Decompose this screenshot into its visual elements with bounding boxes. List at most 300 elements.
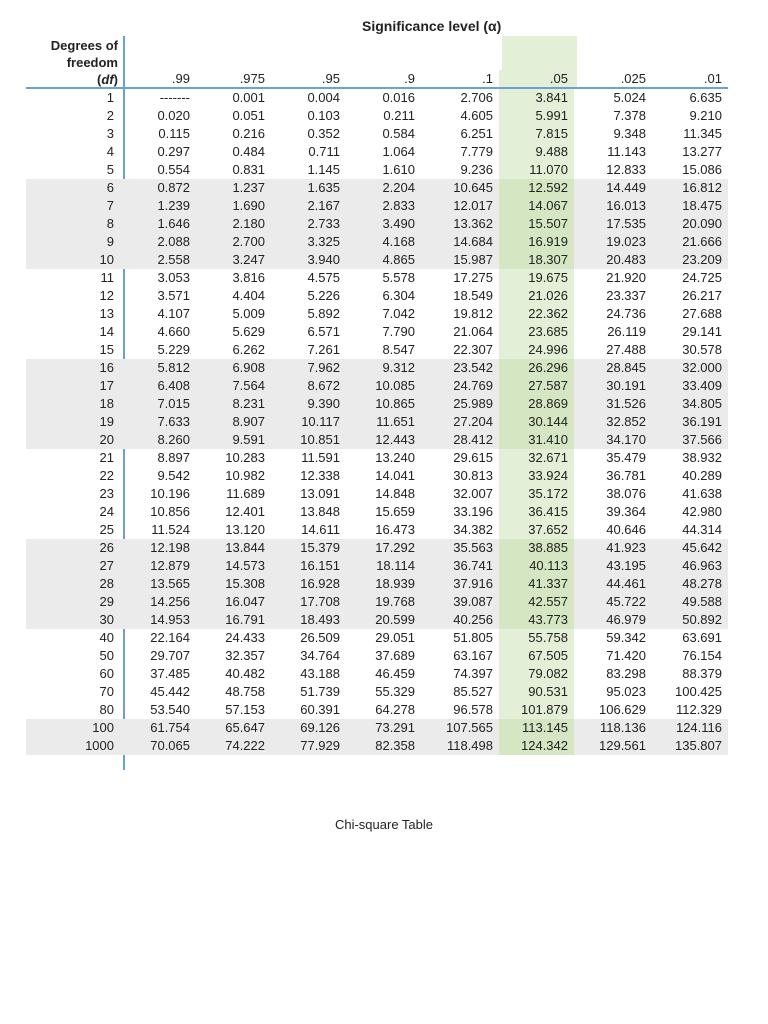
table-row xyxy=(26,251,728,269)
critical-value-cell: 2.833 xyxy=(346,197,421,215)
df-cell: 25 xyxy=(99,522,114,537)
critical-value-cell: 14.573 xyxy=(196,557,271,575)
df-cell: 10 xyxy=(26,251,124,269)
critical-value-cell: 16.791 xyxy=(196,611,271,629)
df-cell: 18 xyxy=(26,395,124,413)
critical-value-cell: 40.256 xyxy=(421,611,499,629)
df-cell: 80 xyxy=(99,702,114,717)
critical-value-cell: 17.292 xyxy=(346,539,421,557)
critical-value-cell: 6.251 xyxy=(460,126,493,141)
table-row xyxy=(26,305,728,323)
critical-value-cell: 112.329 xyxy=(675,702,722,717)
table-row xyxy=(26,215,728,233)
critical-value-cell: 15.987 xyxy=(421,251,499,269)
critical-value-cell: 96.578 xyxy=(453,702,493,717)
critical-value-cell: 36.781 xyxy=(606,468,646,483)
critical-value-cell: 40.646 xyxy=(606,522,646,537)
column-header-alpha: .975 xyxy=(196,70,271,88)
critical-value-cell: 35.479 xyxy=(606,450,646,465)
critical-value-cell: 8.897 xyxy=(157,450,190,465)
critical-value-cell: 16.151 xyxy=(271,557,346,575)
critical-value-cell: 0.115 xyxy=(158,126,190,141)
critical-value-cell: 24.996 xyxy=(499,341,574,359)
critical-value-cell: 55.329 xyxy=(375,684,415,699)
table-row xyxy=(26,179,728,197)
critical-value-cell: 45.442 xyxy=(150,684,190,699)
critical-value-cell: 8.231 xyxy=(196,395,271,413)
critical-value-cell: 8.260 xyxy=(124,431,196,449)
critical-value-cell: 0.103 xyxy=(307,108,340,123)
table-row xyxy=(26,467,728,485)
critical-value-cell: 24.769 xyxy=(421,377,499,395)
critical-value-cell: 11.651 xyxy=(346,413,421,431)
critical-value-cell: 13.091 xyxy=(300,486,340,501)
critical-value-cell: 107.565 xyxy=(421,719,499,737)
df-cell: 13 xyxy=(99,306,114,321)
critical-value-cell: 24.725 xyxy=(682,270,722,285)
critical-value-cell: 30.578 xyxy=(682,342,722,357)
critical-value-cell: 21.026 xyxy=(499,287,574,305)
critical-value-cell: 37.485 xyxy=(150,666,190,681)
critical-value-cell: 2.706 xyxy=(460,90,493,105)
df-cell: 27 xyxy=(26,557,124,575)
critical-value-cell: 2.204 xyxy=(346,179,421,197)
critical-value-cell: 3.325 xyxy=(271,233,346,251)
critical-value-cell: 101.879 xyxy=(499,701,574,719)
critical-value-cell: 16.919 xyxy=(499,233,574,251)
critical-value-cell: 7.790 xyxy=(382,324,415,339)
table-row xyxy=(26,377,728,395)
critical-value-cell: 3.571 xyxy=(157,288,190,303)
critical-value-cell: 7.633 xyxy=(124,413,196,431)
critical-value-cell: 37.689 xyxy=(375,648,415,663)
critical-value-cell: 27.488 xyxy=(606,342,646,357)
critical-value-cell: 35.563 xyxy=(421,539,499,557)
critical-value-cell: 71.420 xyxy=(606,648,646,663)
critical-value-cell: 8.672 xyxy=(271,377,346,395)
critical-value-cell: 17.708 xyxy=(271,593,346,611)
critical-value-cell: 100.425 xyxy=(675,684,722,699)
critical-value-cell: 14.611 xyxy=(301,522,340,537)
table-row xyxy=(26,143,728,161)
critical-value-cell: 10.851 xyxy=(271,431,346,449)
critical-value-cell: 22.307 xyxy=(453,342,493,357)
df-open-paren: ( xyxy=(97,72,102,87)
critical-value-cell: 1.145 xyxy=(307,162,340,177)
critical-value-cell: 0.216 xyxy=(232,126,265,141)
table-row xyxy=(26,125,728,143)
df-cell: 2 xyxy=(106,108,114,123)
critical-value-cell: 27.587 xyxy=(499,377,574,395)
critical-value-cell: 46.459 xyxy=(375,666,415,681)
df-cell: 30 xyxy=(26,611,124,629)
df-cell: 1000 xyxy=(26,737,124,755)
critical-value-cell: 14.256 xyxy=(124,593,196,611)
critical-value-cell: 88.379 xyxy=(682,666,722,681)
df-cell: 9 xyxy=(26,233,124,251)
critical-value-cell: 1.064 xyxy=(382,144,415,159)
critical-value-cell: 4.575 xyxy=(307,270,340,285)
critical-value-cell: 30.813 xyxy=(453,468,493,483)
critical-value-cell: 30.144 xyxy=(499,413,574,431)
table-row xyxy=(26,269,728,287)
table-row xyxy=(26,395,728,413)
critical-value-cell: 16.047 xyxy=(196,593,271,611)
critical-value-cell: 10.117 xyxy=(271,413,346,431)
critical-value-cell: 69.126 xyxy=(271,719,346,737)
critical-value-cell: 15.379 xyxy=(271,539,346,557)
critical-value-cell: 5.226 xyxy=(307,288,340,303)
critical-value-cell: 4.107 xyxy=(157,306,190,321)
table-row xyxy=(26,413,728,431)
df-cell: 3 xyxy=(106,126,114,141)
critical-value-cell: 74.397 xyxy=(453,666,493,681)
table-row xyxy=(26,521,728,539)
critical-value-cell: 3.053 xyxy=(157,270,190,285)
df-cell: 24 xyxy=(99,504,114,519)
critical-value-cell: 8.907 xyxy=(196,413,271,431)
table-row xyxy=(26,107,728,125)
critical-value-cell: 18.114 xyxy=(346,557,421,575)
critical-value-cell: 17.535 xyxy=(574,215,652,233)
table-row xyxy=(26,431,728,449)
critical-value-cell: 6.408 xyxy=(124,377,196,395)
critical-value-cell: 11.689 xyxy=(226,486,265,501)
critical-value-cell: 38.932 xyxy=(682,450,722,465)
critical-value-cell: 24.736 xyxy=(606,306,646,321)
critical-value-cell: 113.145 xyxy=(499,719,574,737)
critical-value-cell: 40.482 xyxy=(225,666,265,681)
critical-value-cell: 13.362 xyxy=(421,215,499,233)
critical-value-cell: 23.337 xyxy=(606,288,646,303)
critical-value-cell: 0.211 xyxy=(383,108,415,123)
critical-value-cell: 4.168 xyxy=(346,233,421,251)
critical-value-cell: 35.172 xyxy=(499,485,574,503)
critical-value-cell: 79.082 xyxy=(499,665,574,683)
critical-value-cell: 5.892 xyxy=(307,306,340,321)
table-row xyxy=(26,575,728,593)
critical-value-cell: 5.229 xyxy=(157,342,190,357)
table-row xyxy=(26,737,728,755)
critical-value-cell: 41.638 xyxy=(682,486,722,501)
critical-value-cell: 30.191 xyxy=(574,377,652,395)
critical-value-cell: 9.236 xyxy=(460,162,493,177)
critical-value-cell: 61.754 xyxy=(124,719,196,737)
critical-value-cell: 32.852 xyxy=(574,413,652,431)
critical-value-cell: 5.629 xyxy=(232,324,265,339)
df-cell: 8 xyxy=(26,215,124,233)
table-row xyxy=(26,683,728,701)
critical-value-cell: 8.547 xyxy=(382,342,415,357)
critical-value-cell: 28.869 xyxy=(499,395,574,413)
critical-value-cell: 77.929 xyxy=(271,737,346,755)
critical-value-cell: 19.023 xyxy=(574,233,652,251)
critical-value-cell: 10.982 xyxy=(225,468,265,483)
critical-value-cell: 7.378 xyxy=(613,108,646,123)
df-header-line2: freedom xyxy=(66,55,118,70)
df-abbrev: df xyxy=(101,72,114,87)
df-cell: 100 xyxy=(26,719,124,737)
critical-value-cell: 3.816 xyxy=(232,270,265,285)
df-cell: 16 xyxy=(26,359,124,377)
critical-value-cell: 57.153 xyxy=(225,702,265,717)
table-row xyxy=(26,88,728,107)
table-row xyxy=(26,449,728,467)
critical-value-cell: 9.591 xyxy=(196,431,271,449)
critical-value-cell: 38.885 xyxy=(499,539,574,557)
df-cell: 15 xyxy=(99,342,114,357)
critical-value-cell: 0.711 xyxy=(308,144,340,159)
critical-value-cell: 9.210 xyxy=(689,108,722,123)
critical-value-cell: 7.015 xyxy=(124,395,196,413)
critical-value-cell: 9.542 xyxy=(157,468,190,483)
table-row xyxy=(26,323,728,341)
critical-value-cell: 13.565 xyxy=(124,575,196,593)
critical-value-cell: 4.660 xyxy=(157,324,190,339)
critical-value-cell: 33.409 xyxy=(652,377,728,395)
critical-value-cell: 21.064 xyxy=(453,324,493,339)
critical-value-cell: 0.872 xyxy=(124,179,196,197)
critical-value-cell: 5.812 xyxy=(124,359,196,377)
critical-value-cell: 34.764 xyxy=(300,648,340,663)
critical-value-cell: 11.524 xyxy=(151,522,190,537)
critical-value-cell: 13.120 xyxy=(225,522,265,537)
column-header-alpha: .025 xyxy=(574,70,652,88)
critical-value-cell: 43.773 xyxy=(499,611,574,629)
critical-value-cell: 42.980 xyxy=(682,504,722,519)
critical-value-cell: 10.645 xyxy=(421,179,499,197)
critical-value-cell: 17.275 xyxy=(453,270,493,285)
critical-value-cell: 118.136 xyxy=(574,719,652,737)
critical-value-cell: 4.404 xyxy=(232,288,265,303)
critical-value-cell: 22.362 xyxy=(499,305,574,323)
critical-value-cell: 16.812 xyxy=(652,179,728,197)
critical-value-cell: 32.007 xyxy=(453,486,493,501)
critical-value-cell: 12.017 xyxy=(421,197,499,215)
critical-value-cell: 1.646 xyxy=(124,215,196,233)
critical-value-cell: 16.473 xyxy=(375,522,415,537)
critical-value-cell: 39.087 xyxy=(421,593,499,611)
critical-value-cell: 106.629 xyxy=(599,702,646,717)
critical-value-cell: 23.685 xyxy=(499,323,574,341)
critical-value-cell: 9.488 xyxy=(499,143,574,161)
critical-value-cell: 19.768 xyxy=(346,593,421,611)
critical-value-cell: 59.342 xyxy=(606,630,646,645)
critical-value-cell: 29.141 xyxy=(682,324,722,339)
critical-value-cell: 39.364 xyxy=(606,504,646,519)
df-cell: 50 xyxy=(99,648,114,663)
critical-value-cell: 70.065 xyxy=(124,737,196,755)
critical-value-cell: 83.298 xyxy=(606,666,646,681)
column-header-alpha: .05 xyxy=(499,70,574,88)
critical-value-cell: 135.807 xyxy=(652,737,728,755)
critical-value-cell: 6.635 xyxy=(689,90,722,105)
column-header-alpha: .1 xyxy=(421,70,499,88)
critical-value-cell: 9.312 xyxy=(346,359,421,377)
critical-value-cell: 0.001 xyxy=(232,90,265,105)
critical-value-cell: 13.240 xyxy=(375,450,415,465)
critical-value-cell: 15.086 xyxy=(682,162,722,177)
critical-value-cell: 0.554 xyxy=(157,162,190,177)
df-cell: 40 xyxy=(99,630,114,645)
critical-value-cell: 0.584 xyxy=(382,126,415,141)
critical-value-cell: 13.277 xyxy=(682,144,722,159)
critical-value-cell: 44.314 xyxy=(682,522,722,537)
critical-value-cell: 10.085 xyxy=(346,377,421,395)
table-row xyxy=(26,287,728,305)
critical-value-cell: 23.209 xyxy=(652,251,728,269)
df-cell: 11 xyxy=(100,270,114,285)
table-caption: Chi-square Table xyxy=(334,817,434,832)
df-cell: 70 xyxy=(99,684,114,699)
critical-value-cell: 28.845 xyxy=(574,359,652,377)
column-header-alpha: .99 xyxy=(124,70,196,88)
df-cell: 21 xyxy=(99,450,114,465)
critical-value-cell: 26.296 xyxy=(499,359,574,377)
critical-value-cell: 1.237 xyxy=(196,179,271,197)
critical-value-cell: 12.401 xyxy=(225,504,265,519)
critical-value-cell: 33.196 xyxy=(453,504,493,519)
critical-value-cell: 10.196 xyxy=(150,486,190,501)
critical-value-cell: 26.509 xyxy=(300,630,340,645)
critical-value-cell: 5.991 xyxy=(499,107,574,125)
critical-value-cell: 27.204 xyxy=(421,413,499,431)
column-header-df xyxy=(26,70,124,88)
critical-value-cell: 7.779 xyxy=(460,144,493,159)
critical-value-cell: 65.647 xyxy=(196,719,271,737)
critical-value-cell: 31.410 xyxy=(499,431,574,449)
df-cell: 5 xyxy=(106,162,114,177)
df-cell: 20 xyxy=(26,431,124,449)
critical-value-cell: 0.020 xyxy=(157,108,190,123)
critical-value-cell: 85.527 xyxy=(453,684,493,699)
critical-value-cell: 0.831 xyxy=(232,162,265,177)
critical-value-cell: 41.923 xyxy=(574,539,652,557)
table-row xyxy=(26,341,728,359)
critical-value-cell: 51.739 xyxy=(300,684,340,699)
critical-value-cell: 6.262 xyxy=(232,342,265,357)
critical-value-cell: 12.198 xyxy=(124,539,196,557)
critical-value-cell: 13.844 xyxy=(196,539,271,557)
df-cell: 60 xyxy=(99,666,114,681)
critical-value-cell: 18.475 xyxy=(652,197,728,215)
critical-value-cell: 9.390 xyxy=(271,395,346,413)
critical-value-cell: 73.291 xyxy=(346,719,421,737)
df-cell: 7 xyxy=(26,197,124,215)
critical-value-cell: 67.505 xyxy=(499,647,574,665)
critical-value-cell: 7.261 xyxy=(307,342,340,357)
critical-value-cell: 31.526 xyxy=(574,395,652,413)
critical-value-cell: 29.051 xyxy=(375,630,415,645)
critical-value-cell: 42.557 xyxy=(499,593,574,611)
critical-value-cell: 74.222 xyxy=(196,737,271,755)
critical-value-cell: 6.304 xyxy=(382,288,415,303)
table-row xyxy=(26,593,728,611)
df-cell: 22 xyxy=(99,468,114,483)
critical-value-cell: 6.571 xyxy=(307,324,340,339)
df-header-line1: Degrees of xyxy=(50,38,118,53)
critical-value-cell: 5.578 xyxy=(382,270,415,285)
table-row xyxy=(26,647,728,665)
critical-value-cell: 15.308 xyxy=(196,575,271,593)
critical-value-cell: 7.962 xyxy=(271,359,346,377)
critical-value-cell: 55.758 xyxy=(499,629,574,647)
critical-value-cell: 129.561 xyxy=(574,737,652,755)
critical-value-cell: 34.382 xyxy=(453,522,493,537)
critical-value-cell: 40.113 xyxy=(499,557,574,575)
critical-value-cell: 13.848 xyxy=(300,504,340,519)
critical-value-cell: 34.805 xyxy=(652,395,728,413)
df-cell: 1 xyxy=(106,90,114,105)
critical-value-cell: 15.659 xyxy=(375,504,415,519)
critical-value-cell: 26.119 xyxy=(607,324,646,339)
critical-value-cell: 1.635 xyxy=(271,179,346,197)
critical-value-cell: 48.758 xyxy=(225,684,265,699)
critical-value-cell: 2.733 xyxy=(271,215,346,233)
critical-value-cell: 82.358 xyxy=(346,737,421,755)
critical-value-cell: 43.188 xyxy=(300,666,340,681)
critical-value-cell: 14.953 xyxy=(124,611,196,629)
critical-value-cell: 38.076 xyxy=(606,486,646,501)
critical-value-cell: 3.490 xyxy=(346,215,421,233)
critical-value-cell: 11.591 xyxy=(301,450,340,465)
critical-value-cell: 90.531 xyxy=(499,683,574,701)
table-row xyxy=(26,719,728,737)
critical-value-cell: 49.588 xyxy=(652,593,728,611)
critical-value-cell: 46.979 xyxy=(574,611,652,629)
critical-value-cell: 3.841 xyxy=(499,88,574,107)
critical-value-cell: 0.004 xyxy=(307,90,340,105)
critical-value-cell: 2.180 xyxy=(196,215,271,233)
critical-value-cell: 124.342 xyxy=(499,737,574,755)
critical-value-cell: 5.024 xyxy=(613,90,646,105)
critical-value-cell: 37.566 xyxy=(652,431,728,449)
critical-value-cell: 51.805 xyxy=(453,630,493,645)
critical-value-cell: 36.415 xyxy=(499,503,574,521)
critical-value-cell: 16.013 xyxy=(574,197,652,215)
critical-value-cell: 9.348 xyxy=(613,126,646,141)
critical-value-cell: 44.461 xyxy=(574,575,652,593)
critical-value-cell: 33.924 xyxy=(499,467,574,485)
table-row xyxy=(26,233,728,251)
critical-value-cell: 12.338 xyxy=(300,468,340,483)
critical-value-cell: 22.164 xyxy=(150,630,190,645)
critical-value-cell: 37.916 xyxy=(421,575,499,593)
significance-level-label: Significance level (α) xyxy=(362,18,502,34)
critical-value-cell: 76.154 xyxy=(682,648,722,663)
critical-value-cell: 25.989 xyxy=(421,395,499,413)
critical-value-cell: 18.939 xyxy=(346,575,421,593)
table-body xyxy=(26,88,728,755)
df-cell: 4 xyxy=(106,144,114,159)
critical-value-cell: 64.278 xyxy=(375,702,415,717)
critical-value-cell: 14.684 xyxy=(421,233,499,251)
critical-value-cell: 46.963 xyxy=(652,557,728,575)
column-header-alpha: .9 xyxy=(346,70,421,88)
critical-value-cell: 0.051 xyxy=(232,108,265,123)
critical-value-cell: 28.412 xyxy=(421,431,499,449)
critical-value-cell: 32.357 xyxy=(225,648,265,663)
critical-value-cell: 95.023 xyxy=(606,684,646,699)
critical-value-cell: 21.666 xyxy=(652,233,728,251)
df-cell: 19 xyxy=(26,413,124,431)
critical-value-cell: 6.908 xyxy=(196,359,271,377)
critical-value-cell: 41.337 xyxy=(499,575,574,593)
critical-value-cell: 45.642 xyxy=(652,539,728,557)
df-cell: 23 xyxy=(99,486,114,501)
critical-value-cell: 24.433 xyxy=(225,630,265,645)
critical-value-cell: 20.599 xyxy=(346,611,421,629)
